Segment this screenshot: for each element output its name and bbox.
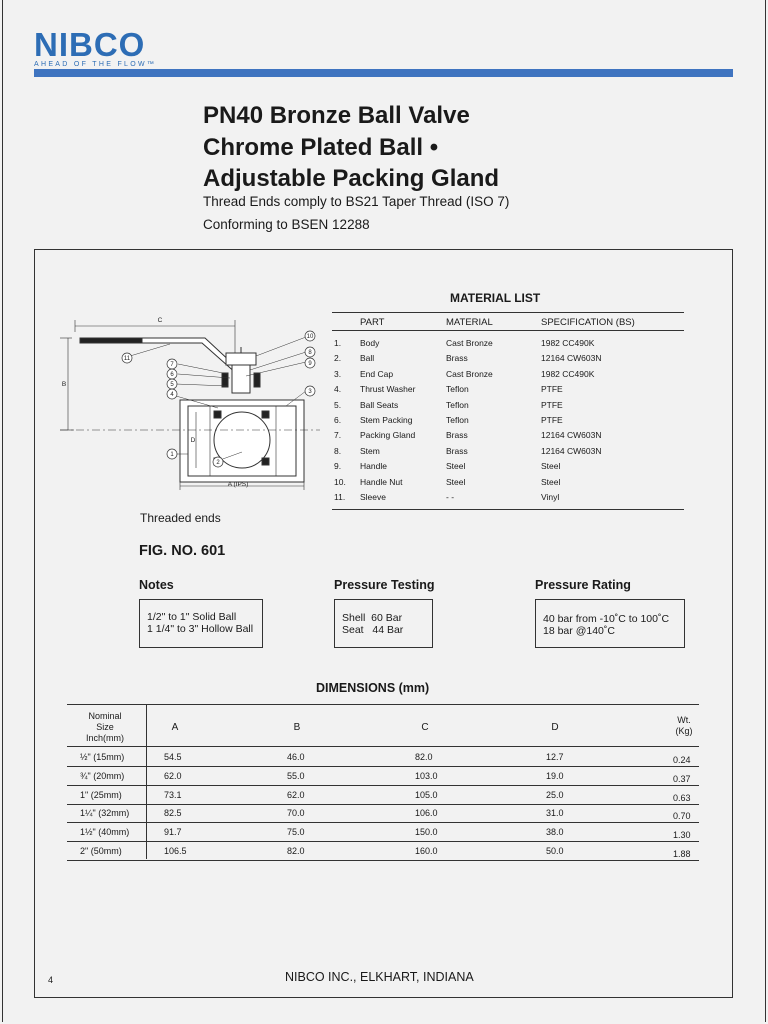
figure-number: FIG. NO. 601 (139, 543, 226, 559)
shell-pressure: Shell 60 Bar (342, 612, 403, 624)
title-line: Chrome Plated Ball • (203, 133, 439, 161)
dim-cell-d: 12.7 (546, 752, 564, 762)
material-cell-material: Teflon (446, 399, 469, 410)
dim-b-label: B (61, 381, 67, 388)
material-cell-material: Steel (446, 461, 466, 472)
dimensions-top-rule (67, 704, 699, 705)
material-cell-num: 5. (334, 399, 342, 410)
material-cell-num: 7. (334, 430, 342, 441)
material-cell-material: Cast Bronze (446, 368, 493, 379)
notes-box (139, 599, 263, 648)
material-cell-material: Steel (446, 476, 466, 487)
dim-cell-wt: 0.24 (673, 755, 691, 765)
dim-row-rule (67, 785, 699, 786)
dim-cell-size: 1¼" (32mm) (80, 808, 130, 819)
dim-header-d: D (551, 722, 559, 733)
dim-cell-wt: 1.88 (673, 849, 691, 859)
dim-header-c: C (421, 722, 429, 733)
nibco-logo (34, 26, 157, 68)
material-cell-num: 3. (334, 368, 342, 379)
callout-10: 10 (306, 334, 314, 340)
material-cell-part: Handle Nut (360, 476, 403, 487)
dim-cell-b: 75.0 (287, 827, 305, 838)
material-cell-part: Sleeve (360, 492, 386, 502)
material-list-header-rule (332, 330, 684, 331)
callout-2: 2 (216, 460, 220, 466)
pressure-testing-title: Pressure Testing (334, 578, 435, 592)
material-cell-spec: Steel (541, 476, 561, 487)
dim-cell-d: 25.0 (546, 789, 564, 800)
dim-cell-size: ½" (15mm) (80, 752, 125, 762)
material-list-title: MATERIAL LIST (450, 291, 541, 305)
material-cell-material: Teflon (446, 384, 469, 395)
callout-6: 6 (170, 372, 174, 378)
callout-3: 3 (308, 389, 312, 395)
dim-header-a: A (171, 722, 179, 733)
material-cell-num: 9. (334, 461, 342, 472)
material-cell-num: 4. (334, 384, 342, 395)
material-cell-material: Cast Bronze (446, 338, 493, 348)
dim-cell-a: 82.5 (164, 808, 182, 819)
material-cell-part: Thrust Washer (360, 384, 416, 395)
dim-cell-c: 82.0 (415, 752, 433, 762)
notes-line: 1/2" to 1" Solid Ball (147, 611, 237, 623)
dimensions-title: DIMENSIONS (mm) (316, 681, 430, 695)
material-cell-num: 1. (334, 338, 342, 348)
dim-cell-size: 1½" (40mm) (80, 827, 130, 838)
material-cell-spec: PTFE (541, 415, 563, 425)
title-line: Adjustable Packing Gland (203, 165, 500, 192)
dim-cell-wt: 1.30 (673, 830, 691, 841)
material-cell-num: 2. (334, 353, 342, 364)
dim-row-rule (67, 822, 699, 823)
dim-cell-b: 82.0 (287, 846, 305, 856)
dim-row-rule (67, 860, 699, 861)
callout-5: 5 (170, 382, 174, 388)
material-cell-material: - - (446, 492, 455, 502)
material-cell-spec: PTFE (541, 384, 563, 395)
dimensions-header-rule (67, 746, 699, 747)
dim-cell-c: 160.0 (415, 846, 438, 856)
dim-cell-d: 31.0 (546, 808, 564, 819)
callout-11: 11 (123, 356, 131, 362)
dim-header-b: B (293, 722, 301, 733)
dim-cell-b: 55.0 (287, 770, 305, 781)
dim-row-rule (67, 841, 699, 842)
material-cell-spec: Steel (541, 461, 561, 472)
material-col-material: MATERIAL (446, 317, 493, 328)
subtitle-thread: Thread Ends comply to BS21 Taper Thread (ISO 7) (203, 194, 510, 209)
material-cell-part: Handle (360, 461, 387, 472)
callout-7: 7 (170, 362, 174, 368)
material-cell-material: Brass (446, 353, 468, 364)
pressure-rating-box (535, 599, 685, 648)
logo-tagline: AHEAD OF THE FLOW™ (34, 61, 157, 68)
dim-size-divider (146, 704, 147, 859)
dim-header-size-line: Inch(mm) (86, 733, 124, 743)
valve-cross-section-diagram (60, 312, 330, 492)
dim-header-size-line: Size (96, 722, 114, 732)
dim-cell-b: 70.0 (287, 808, 305, 819)
dim-cell-a: 91.7 (164, 827, 182, 838)
material-cell-part: Ball (360, 353, 375, 364)
dim-cell-wt: 0.63 (673, 792, 691, 803)
dim-cell-wt: 0.37 (673, 773, 691, 784)
dim-a-label: A (IPS) (227, 481, 249, 488)
seat-pressure: Seat 44 Bar (342, 624, 404, 636)
material-cell-material: Brass (446, 445, 468, 456)
title-line: PN40 Bronze Ball Valve (203, 102, 470, 129)
dim-header-size (72, 711, 138, 744)
material-cell-part: Packing Gland (360, 430, 416, 441)
dim-header-wt-line: (Kg) (675, 726, 693, 736)
material-cell-spec: 12164 CW603N (541, 353, 602, 364)
material-list-bottom-rule (332, 509, 684, 510)
material-cell-part: Stem (360, 445, 380, 456)
material-col-spec: SPECIFICATION (BS) (541, 317, 635, 328)
subtitle-standard: Conforming to BSEN 12288 (203, 217, 370, 232)
material-cell-spec: PTFE (541, 399, 563, 410)
document-title (203, 100, 499, 195)
material-cell-spec: 1982 CC490K (541, 368, 595, 379)
material-cell-num: 6. (334, 415, 342, 425)
page-number: 4 (48, 975, 54, 985)
dim-cell-d: 50.0 (546, 846, 564, 856)
dim-cell-a: 73.1 (164, 789, 182, 800)
callout-8: 8 (308, 350, 312, 356)
header-blue-rule (34, 69, 733, 77)
notes-title: Notes (139, 578, 174, 592)
dim-cell-b: 62.0 (287, 789, 305, 800)
dim-cell-size: 1" (25mm) (80, 789, 122, 800)
dim-c-label: C (157, 317, 163, 324)
dim-cell-size: ¾" (20mm) (80, 770, 125, 781)
dim-row-rule (67, 804, 699, 805)
pressure-rating-line: 40 bar from -10˚C to 100˚C (543, 613, 670, 625)
callout-4: 4 (170, 392, 174, 398)
material-cell-part: End Cap (360, 368, 394, 379)
dim-d-label: D (190, 437, 196, 444)
dim-header-size-line: Nominal (88, 711, 122, 721)
callout-9: 9 (308, 361, 312, 367)
dim-cell-wt: 0.70 (673, 811, 691, 822)
dim-cell-d: 19.0 (546, 770, 564, 781)
dim-cell-size: 2" (50mm) (80, 846, 122, 856)
dim-cell-c: 150.0 (415, 827, 438, 838)
material-cell-num: 10. (334, 476, 346, 487)
dim-header-wt (662, 715, 706, 737)
footer-company: NIBCO INC., ELKHART, INDIANA (285, 970, 474, 984)
material-cell-spec: Vinyl (541, 492, 560, 502)
dim-cell-b: 46.0 (287, 752, 305, 762)
pressure-rating-title: Pressure Rating (535, 578, 631, 592)
material-cell-spec: 12164 CW603N (541, 430, 602, 441)
dim-cell-a: 106.5 (164, 846, 187, 856)
pressure-testing-box (334, 599, 433, 648)
dim-cell-d: 38.0 (546, 827, 564, 838)
material-cell-part: Ball Seats (360, 399, 399, 410)
dim-cell-c: 103.0 (415, 770, 438, 781)
notes-line: 1 1/4" to 3" Hollow Ball (147, 623, 254, 635)
dim-row-rule (67, 766, 699, 767)
material-cell-spec: 12164 CW603N (541, 445, 602, 456)
material-list-top-rule (332, 312, 684, 313)
material-cell-part: Body (360, 338, 380, 348)
material-cell-material: Brass (446, 430, 468, 441)
logo-wordmark: NIBCO (34, 26, 146, 63)
diagram-caption: Threaded ends (140, 511, 221, 525)
material-col-part: PART (360, 317, 385, 328)
material-cell-part: Stem Packing (360, 415, 413, 425)
material-cell-num: 8. (334, 445, 342, 456)
dim-header-wt-line: Wt. (677, 715, 691, 725)
material-cell-material: Teflon (446, 415, 469, 425)
material-cell-spec: 1982 CC490K (541, 338, 595, 348)
dim-cell-c: 106.0 (415, 808, 438, 819)
dim-cell-a: 54.5 (164, 752, 182, 762)
dim-cell-a: 62.0 (164, 770, 182, 781)
callout-1: 1 (170, 452, 174, 458)
pressure-rating-line: 18 bar @140˚C (543, 625, 615, 637)
dim-cell-c: 105.0 (415, 789, 438, 800)
material-cell-num: 11. (334, 492, 346, 502)
